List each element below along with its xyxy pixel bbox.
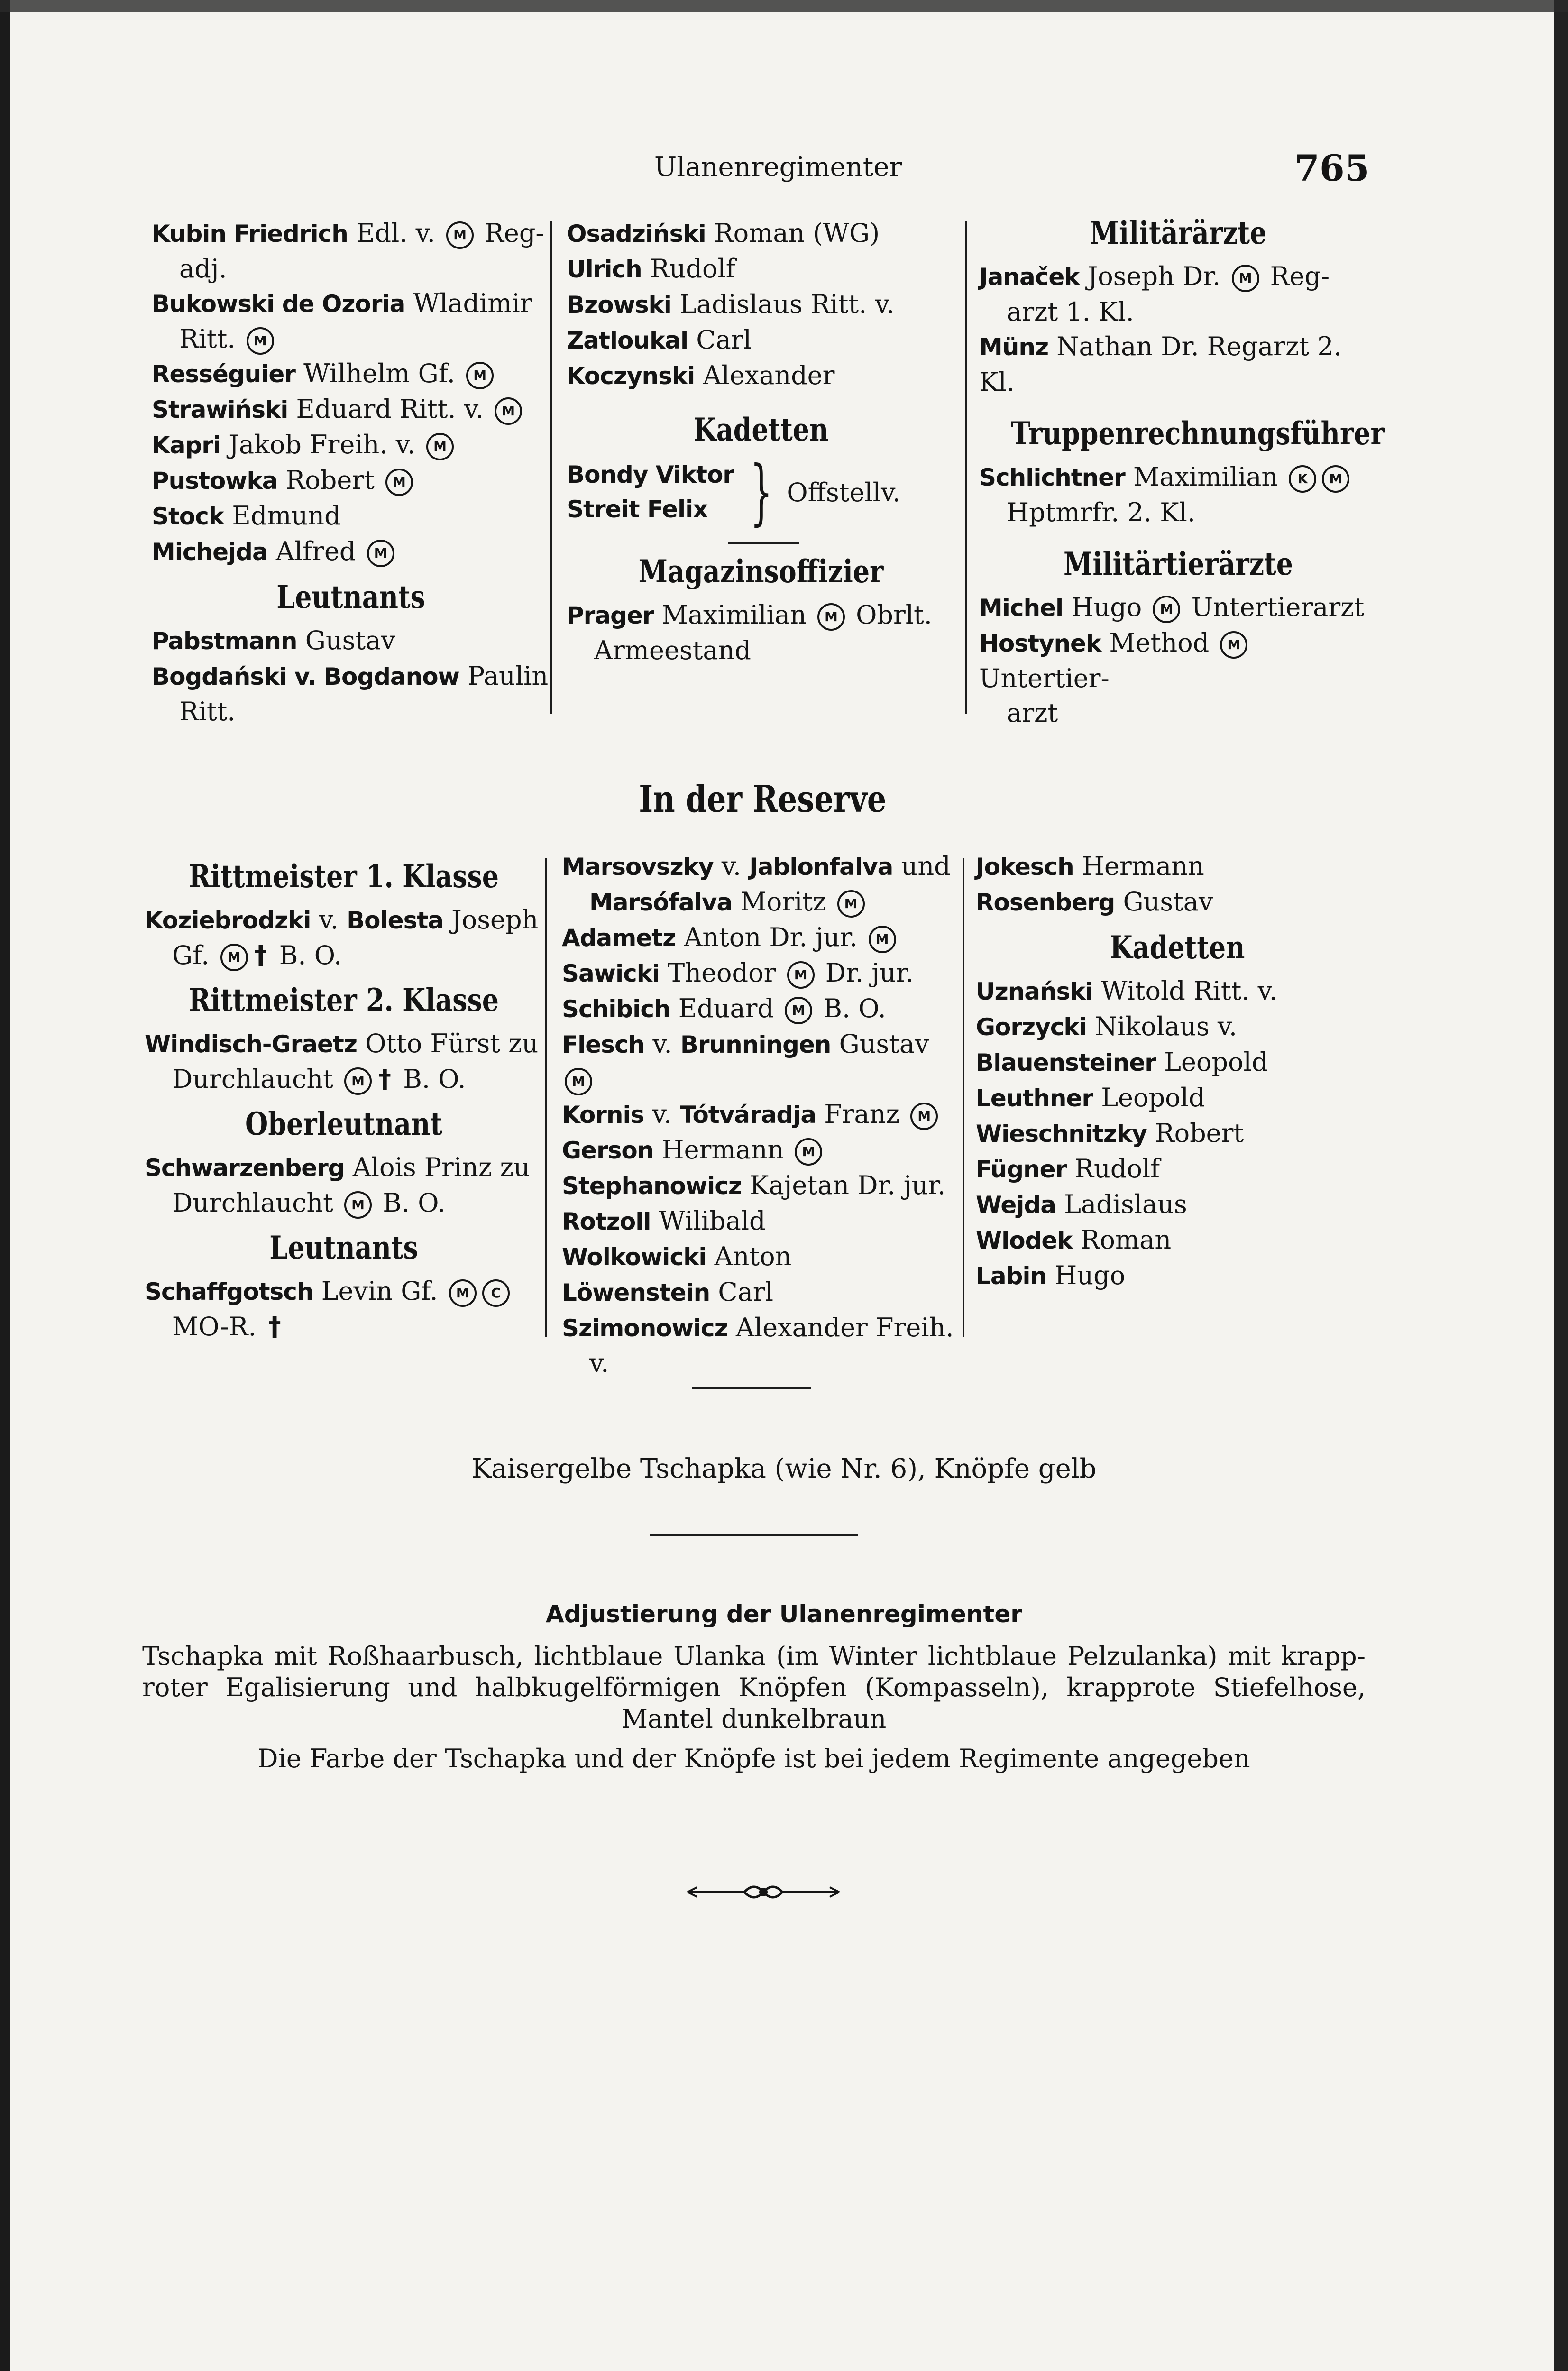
entry-line [562,1275,955,1310]
entry-line [562,1239,955,1275]
decoration-badge-icon: M [565,1068,592,1095]
entry-line [562,1097,955,1132]
entry-line [976,1080,1379,1116]
decoration-badge-icon: M [795,1138,822,1166]
surname: Kubin Friedrich [152,220,348,248]
entry-line [152,463,550,498]
entry-line [145,1150,543,1186]
entry-text: Maximilian [1125,462,1286,492]
surname: Sawicki [562,960,660,987]
surname: Ulrich [567,256,642,283]
entry-line [145,1186,543,1220]
entry-text: Nikolaus v. [1086,1011,1238,1041]
entry-text: Method [1101,628,1218,658]
decoration-badge-icon: K [1289,465,1316,493]
entry-text: MO-R. [172,1312,265,1342]
section-heading-leutnants: Leutnants [276,579,425,616]
entry-text: Jakob Freih. v. [220,430,424,459]
entry-line [979,329,1377,399]
entry-text: Carl [688,325,752,355]
surname: Koziebrodzki [145,907,311,934]
entry-text: Durchlaucht [172,1188,342,1218]
surname: Wieschnitzky [976,1120,1147,1148]
scan-edge-top [0,0,1568,12]
decoration-badge-icon: M [220,944,248,971]
entry-list [979,590,1377,730]
surname: Schlichtner [979,464,1125,491]
surname: Rességuier [152,360,295,388]
decoration-badge-icon: M [446,221,474,249]
entry-text: Moritz [732,887,834,917]
entry-text: Wilibald [651,1206,766,1236]
entry-line [562,956,955,991]
entry-line [562,849,955,884]
column-divider [545,858,547,1337]
entry-text: Joseph Dr. [1079,261,1229,291]
entry-line [145,1309,543,1344]
entry-text: Carl [710,1277,773,1307]
entry-text: Hptmrfr. 2. Kl. [1007,497,1196,527]
entry-line [567,597,955,633]
page-number: 765 [1294,147,1370,189]
column-divider [550,221,552,714]
entry-line [979,495,1377,530]
adjustierung-title [0,1598,1568,1629]
entry-list [145,859,543,1344]
running-title: Ulanenregimenter [654,152,902,183]
surname: Löwenstein [562,1279,710,1306]
entry-text: B. O. [375,1188,446,1218]
entry-line [152,623,550,659]
section-heading-militaeraerzte: Militärärzte [1090,214,1267,251]
entry-line [562,1204,955,1239]
entry-text: Ritt. [179,697,236,726]
column-3 [979,214,1385,730]
decoration-badge-icon: M [495,397,522,425]
surname: Stock [152,503,224,530]
entry-text: Edl. v. [348,218,444,248]
surname: Windisch-Graetz [145,1030,357,1058]
section-heading: Rittmeister 1. Klasse [189,858,499,895]
decoration-badge-icon: M [385,469,413,496]
surname: Bzowski [567,291,671,319]
entry-line [979,625,1377,696]
short-rule [692,1387,811,1389]
section-heading: Kadetten [1110,929,1245,966]
cross-icon: † [378,1064,392,1094]
entry-line [567,322,955,358]
entry-text: Untertierarzt [1183,592,1365,622]
entry-text: Eduard Ritt. v. [288,394,492,424]
surname: Hostynek [979,630,1101,657]
surname: Blauensteiner [976,1049,1156,1076]
entry-line [145,902,543,938]
section-heading-militaertieraerzte: Militärtierärzte [1064,545,1293,582]
entry-line [145,1026,543,1062]
surname: Wolkowicki [562,1243,706,1271]
surname: Koczynski [567,362,695,390]
entry-text: B. O. [395,1064,466,1094]
entry-text: Alois Prinz zu [344,1152,530,1182]
kadett-name: Bondy Viktor [567,461,734,488]
entry-text: Theodor [660,958,784,988]
entry-text: Joseph [443,905,539,935]
entry-line [976,1009,1379,1045]
decoration-badge-icon: M [1220,631,1247,659]
decoration-badge-icon: M [869,926,896,953]
entry-line [152,286,550,322]
entry-text: arzt [1007,698,1058,728]
column-divider [963,858,964,1337]
entry-line [976,1045,1379,1080]
surname: Bogdański v. Bogdanow [152,663,459,690]
entry-line [152,534,550,570]
surname: Strawiński [152,396,288,423]
entry-text: Hermann [1073,851,1204,881]
decoration-badge-icon: M [817,603,845,631]
entry-text: Robert [277,465,383,495]
decoration-badge-icon: M [910,1103,938,1130]
entry-text: Alfred [267,536,364,566]
surname: Marsovszky [562,853,714,881]
uniform-note: Kaisergelbe Tschapka (wie Nr. 6), Knöpfe gelb [471,1453,1097,1484]
entry-line [152,356,550,392]
decoration-badge-icon: M [1322,465,1349,493]
entry-line [562,1168,955,1204]
entry-text: Roman (WG) [706,218,880,248]
surname: Labin [976,1262,1047,1290]
decoration-badge-icon: M [466,362,494,389]
entry-list [152,623,550,729]
reserve-heading: In der Reserve [639,778,887,821]
surname: Gerson [562,1137,654,1164]
section-heading-magazinsoffizier: Magazinsoffizier [638,553,884,590]
entry-text: arzt 1. Kl. [1007,297,1134,327]
entry-text: B. O. [271,940,342,970]
entry-text: Leopold [1155,1047,1268,1077]
entry-line [567,358,955,394]
decoration-badge-icon: M [837,890,865,918]
entry-text: Eduard [670,993,782,1023]
surname: Pustowka [152,467,278,495]
surname: Bolesta [347,907,443,934]
surname: Uznański [976,978,1093,1005]
entry-text: Durchlaucht [172,1064,342,1094]
entry-text: Obrlt. [847,600,932,630]
entry-line [152,659,550,694]
entry-text: Hugo [1046,1260,1126,1290]
entry-line [979,590,1377,625]
entry-text: Levin Gf. [313,1276,446,1306]
entry-line [976,849,1379,884]
surname: Münz [979,333,1049,361]
entry-line [567,216,955,251]
surname: Osadziński [567,220,706,248]
entry-line [979,259,1377,294]
surname: Schwarzenberg [145,1154,345,1182]
entry-line [562,1346,955,1380]
entry-line [976,1258,1379,1294]
surname: Flesch [562,1031,645,1058]
reserve-column-2 [562,849,955,1380]
entry-text: Reg- [1262,261,1330,291]
surname: Rosenberg [976,889,1115,916]
surname: Jokesch [976,853,1074,881]
entry-text: Gustav [1115,887,1213,917]
entry-line [562,920,955,956]
entry-text: adj. [179,254,227,284]
entry-text: Rudolf [1066,1154,1160,1184]
adjustierung-title-text: Adjustierung der Ulanenregimenter [546,1600,1022,1628]
decoration-badge-icon: M [785,997,812,1024]
surname: Fügner [976,1156,1067,1183]
entry-line [976,1187,1379,1222]
entry-text: Robert [1146,1118,1244,1148]
entry-list [152,216,550,570]
entry-line [979,294,1377,329]
surname: Schibich [562,995,670,1023]
entry-line [152,694,550,729]
reserve-column-3 [976,849,1379,1294]
section-heading-truppenrechnungsfuehrer: Truppenrechnungsführer [1011,415,1385,452]
surname: Wejda [976,1191,1056,1219]
entry-text: Edmund [224,501,341,531]
entry-text: v. [644,1099,680,1129]
entry-text: Rudolf [642,254,735,284]
entry-text: v. [644,1029,680,1059]
entry-line [145,938,543,973]
entry-text: Armeestand [594,635,751,665]
scan-edge-right [1554,0,1568,2371]
entry-list [562,849,955,1380]
decoration-badge-icon: M [449,1279,477,1307]
entry-text: Roman [1072,1225,1172,1255]
entry-text: Kajetan Dr. jur. [741,1170,946,1200]
short-rule [650,1534,858,1536]
entry-line [562,884,955,920]
surname: Bukowski de Ozoria [152,290,405,318]
entry-list [567,597,955,668]
surname: Wlodek [976,1227,1073,1254]
entry-line [152,427,550,463]
entry-line [562,1132,955,1168]
adjustierung-line: roter Egalisierung und halbkugelförmigen Knöpfen (Kompasseln), krapprote Stiefelhose, [142,1673,1366,1702]
decoration-badge-icon: M [344,1191,372,1219]
entry-line [562,1310,955,1346]
decoration-badge-icon: C [482,1279,510,1307]
entry-text: v. [589,1348,609,1378]
entry-text: Ladislaus Ritt. v. [671,289,895,319]
entry-text: Franz [816,1099,908,1129]
entry-line [976,1222,1379,1258]
entry-text: Gustav [297,625,395,655]
surname: Tótváradja [679,1101,816,1129]
entry-line [152,498,550,534]
entry-line [567,251,955,287]
entry-list [979,259,1377,399]
entry-text: Anton [706,1241,792,1271]
surname: Adametz [562,924,676,952]
entry-line [976,884,1379,920]
section-heading: Rittmeister 2. Klasse [189,982,499,1019]
surname: Michel [979,594,1064,622]
entry-text: Hermann [653,1135,792,1165]
surname: Marsófalva [589,889,733,916]
entry-line [152,322,550,356]
surname: Pabstmann [152,627,297,655]
kadetten-brace-group [567,451,955,533]
entry-line [979,696,1377,730]
surname: Michejda [152,538,268,566]
surname: Kornis [562,1101,644,1129]
entry-line [562,1027,955,1097]
entry-text: Dr. jur. [817,958,914,988]
section-heading-kadetten: Kadetten [693,411,829,448]
section-heading: Oberleutnant [245,1105,442,1142]
entry-text: Maximilian [653,600,815,630]
entry-text: Otto Fürst zu [357,1029,539,1058]
surname: Kapri [152,432,221,459]
entry-line [152,392,550,427]
scan-edge-left [0,0,10,2371]
cross-icon: † [254,940,267,970]
entry-text: Ladislaus [1055,1189,1187,1219]
entry-line [152,251,550,286]
entry-line [976,974,1379,1009]
entry-text: Alexander [695,360,835,390]
surname: Schaffgotsch [145,1278,313,1305]
adjustierung-body [142,1641,1366,1774]
entry-text: Paulin [459,661,549,691]
column-divider [965,221,967,714]
kadett-rank: Offstellv. [787,477,901,507]
decoration-badge-icon: M [1153,596,1180,623]
surname: Rotzoll [562,1208,651,1235]
decoration-badge-icon: M [1232,265,1259,292]
entry-line [145,1274,543,1309]
entry-list [567,216,955,394]
entry-text: B. O. [815,993,886,1023]
surname: Stephanowicz [562,1172,742,1200]
entry-line [152,216,550,251]
ornament-divider [683,1878,844,1906]
surname: Zatloukal [567,327,688,354]
entry-text: Gustav [831,1029,929,1059]
cross-icon: † [268,1312,281,1342]
entry-text: Ritt. [179,324,244,354]
entry-text: Untertier- [979,663,1110,693]
entry-line [567,633,955,668]
entry-text: Gf. [172,940,218,970]
entry-text: Leopold [1093,1083,1205,1112]
surname: Gorzycki [976,1013,1087,1041]
entry-text: Witold Ritt. v. [1092,976,1277,1006]
entry-line [976,1116,1379,1151]
short-rule [728,542,799,544]
entry-text: und [893,851,951,881]
decoration-badge-icon: M [367,540,394,567]
surname: Leuthner [976,1084,1093,1112]
surname: Janaček [979,263,1080,291]
decoration-badge-icon: M [426,433,454,460]
decoration-badge-icon: M [787,961,815,989]
entry-line [976,1151,1379,1187]
entry-line [567,287,955,322]
entry-line [979,459,1377,495]
section-heading: Leutnants [269,1229,418,1266]
entry-text: Nathan Dr. Regarzt 2. Kl. [979,331,1342,397]
adjustierung-line: Mantel dunkelbraun [621,1704,887,1734]
entry-text: Reg- [477,218,544,248]
decoration-badge-icon: M [344,1067,372,1095]
entry-text: Wilhelm Gf. [295,358,464,388]
surname: Jablonfalva [749,853,893,881]
brace-symbol: } [750,451,773,533]
entry-text: Wladimir [405,288,532,318]
column-2 [567,216,955,668]
kadett-name: Streit Felix [567,496,708,523]
entry-text: v. [713,851,750,881]
adjustierung-note: Die Farbe der Tschapka und der Knöpfe ist bei jedem Regimente angegeben [257,1744,1250,1774]
surname: Prager [567,602,654,629]
adjustierung-line: Tschapka mit Roßhaarbusch, lichtblaue Ulanka (im Winter lichtblaue Pelzulanka) mit krapp- [142,1641,1366,1671]
reserve-column-1 [145,849,543,1344]
column-1 [152,216,550,729]
entry-line [145,1062,543,1096]
entry-text: Alexander Freih. [727,1313,954,1342]
decoration-badge-icon: M [247,327,274,355]
entry-text: Hugo [1063,592,1150,622]
entry-list [976,849,1379,1294]
entry-text: v. [311,905,347,935]
entry-list [979,459,1377,530]
entry-text: Anton Dr. jur. [676,922,866,952]
entry-line [562,991,955,1027]
surname: Brunningen [680,1031,831,1058]
surname: Szimonowicz [562,1314,728,1342]
